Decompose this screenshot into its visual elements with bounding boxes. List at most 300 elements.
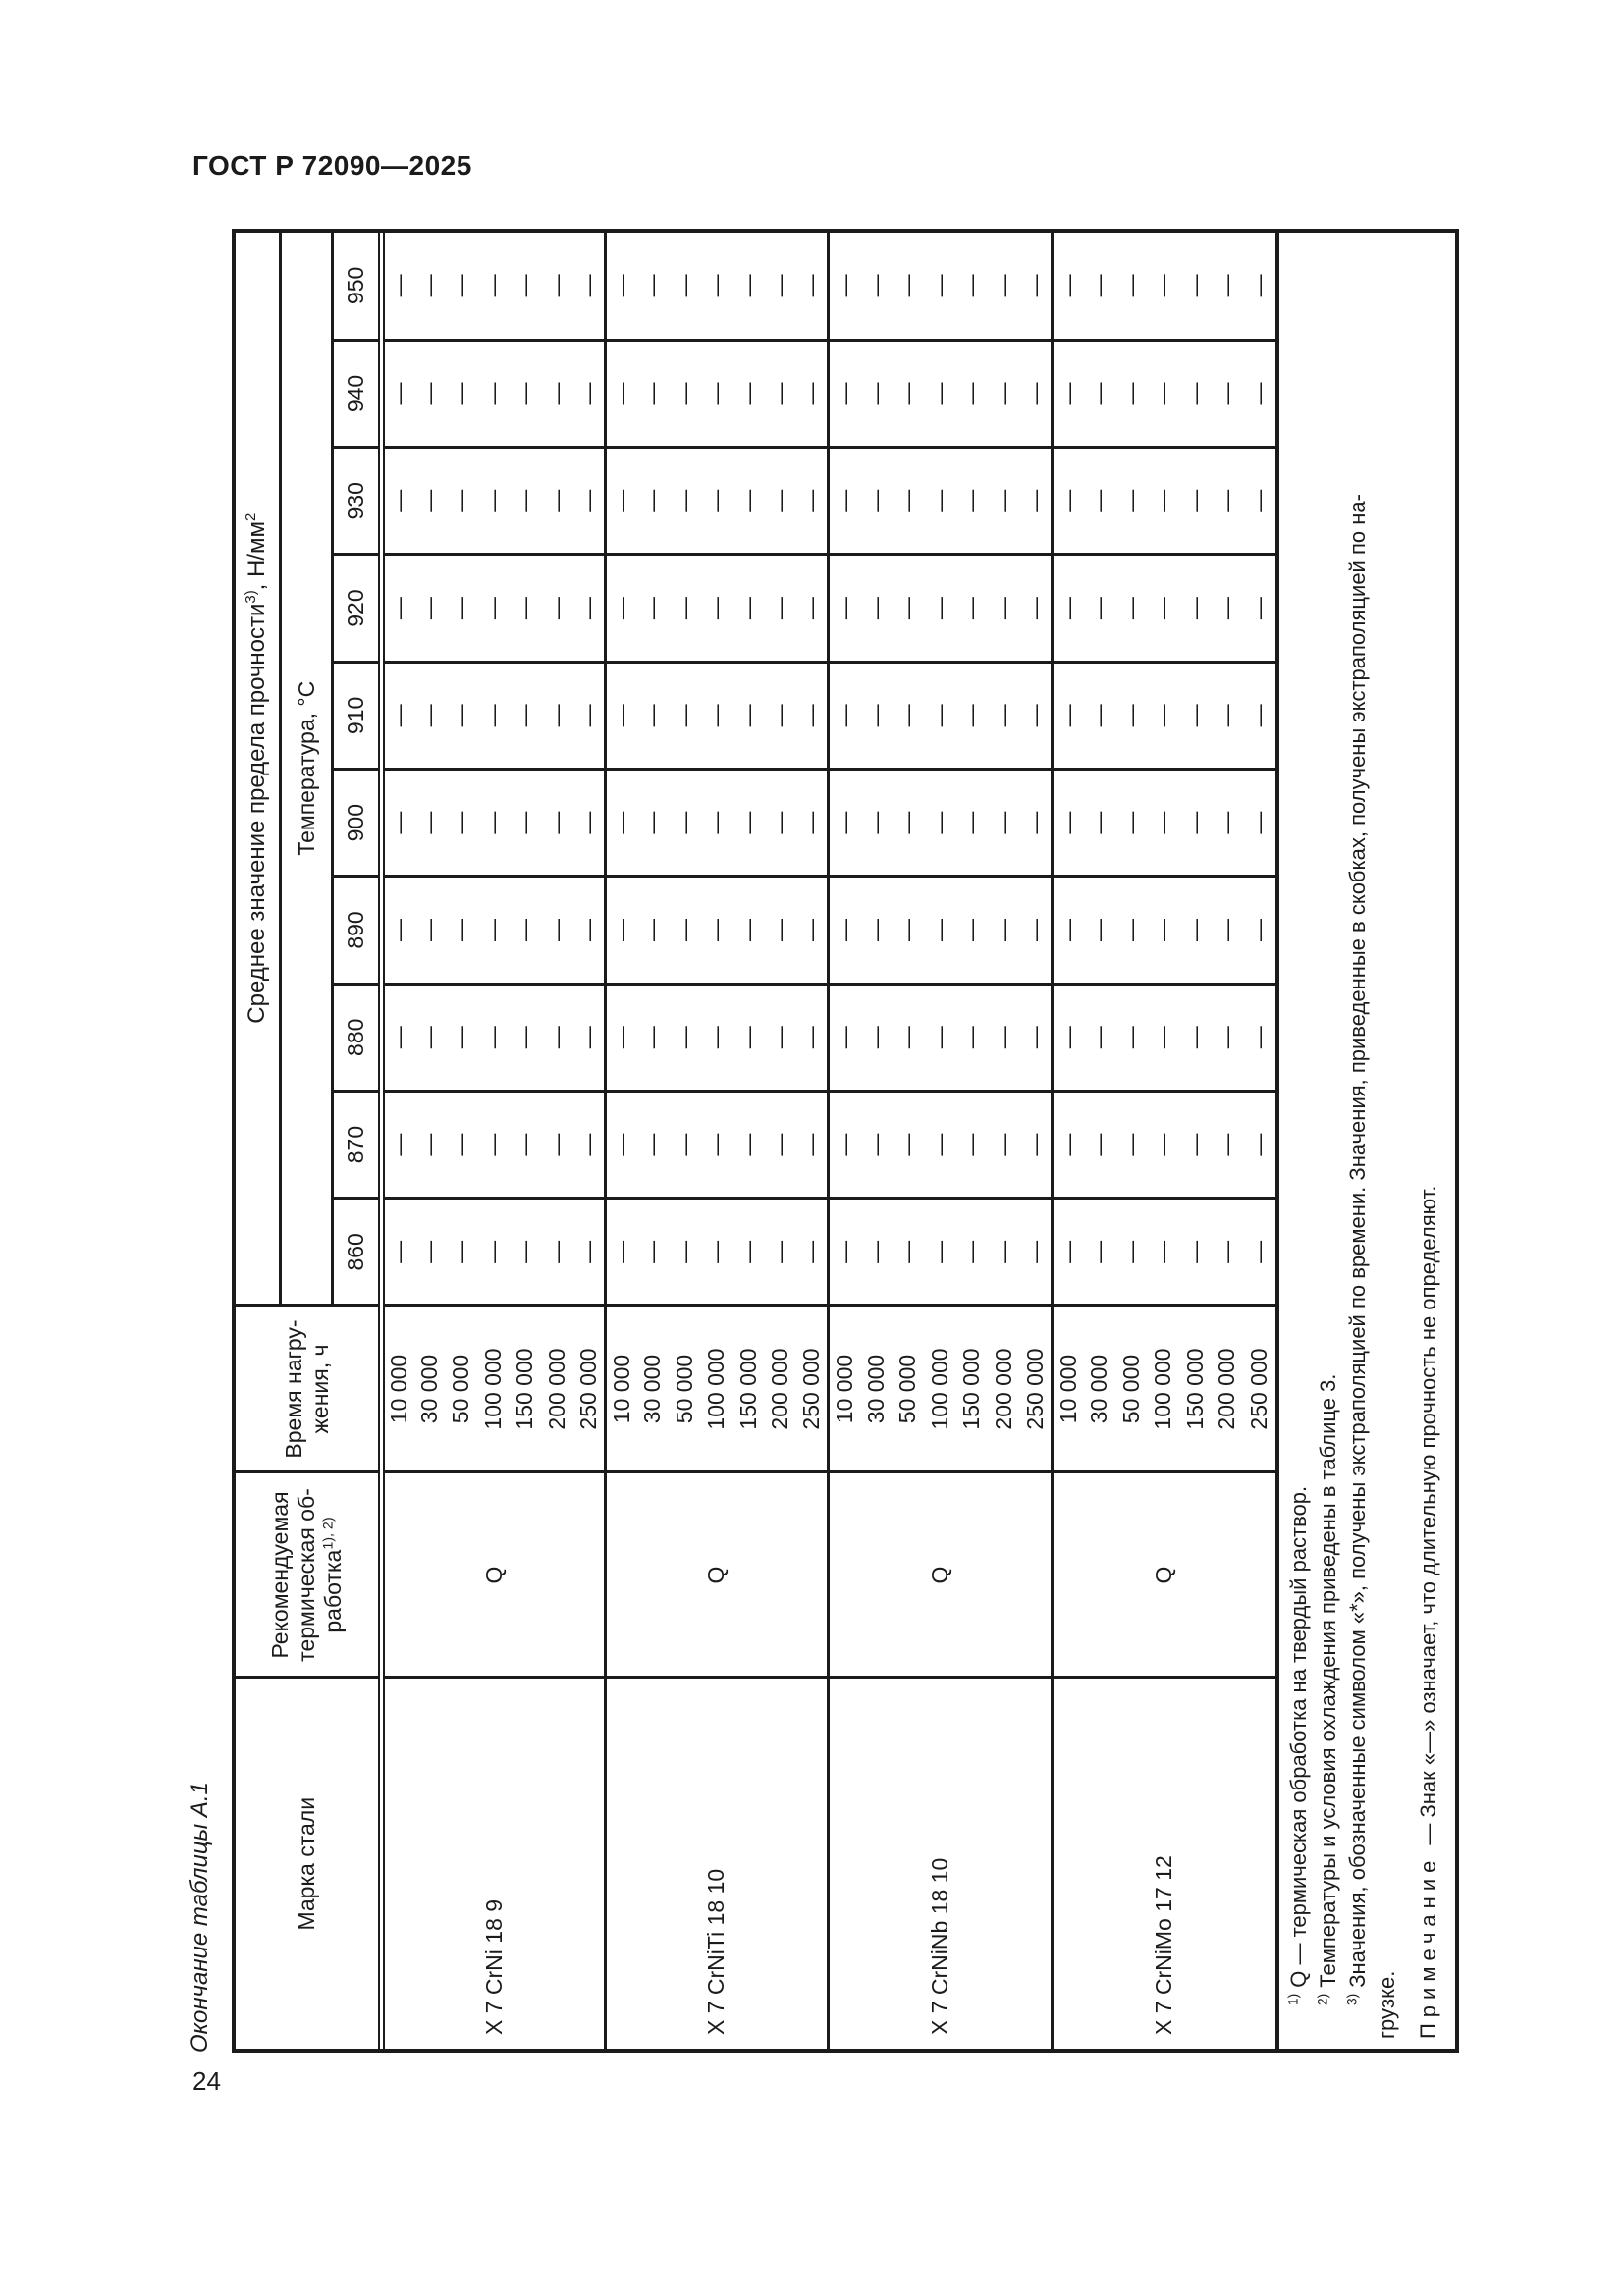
strength-value-cell: — — [1084, 662, 1116, 769]
strength-value-cell: — — [1115, 770, 1148, 877]
strength-value-cell: — — [1115, 1199, 1148, 1306]
strength-value-cell: — — [1020, 340, 1053, 447]
strength-value-cell: — — [637, 233, 670, 340]
load-time-cell: 10 000 — [605, 1306, 637, 1472]
strength-value-cell: — — [413, 340, 446, 447]
strength-value-cell: — — [765, 662, 797, 769]
strength-value-cell: — — [1212, 1091, 1244, 1198]
strength-value-cell: — — [765, 877, 797, 984]
strength-value-cell: — — [860, 1199, 893, 1306]
strength-value-cell: — — [1148, 233, 1180, 340]
load-time-cell: 10 000 — [1052, 1306, 1084, 1472]
strength-value-cell: — — [605, 770, 637, 877]
strength-value-cell: — — [637, 662, 670, 769]
header-superscript: 3) — [244, 590, 260, 604]
load-time-cell: 250 000 — [573, 1306, 606, 1472]
strength-value-cell: — — [382, 770, 414, 877]
strength-value-cell: — — [1052, 1091, 1084, 1198]
strength-value-cell: — — [732, 662, 765, 769]
strength-value-cell: — — [510, 1091, 542, 1198]
strength-value-cell: — — [573, 340, 606, 447]
strength-value-cell: — — [956, 662, 989, 769]
strength-value-cell: — — [796, 662, 829, 769]
strength-value-cell: — — [924, 233, 956, 340]
strength-value-cell: — — [477, 233, 510, 340]
load-time-cell: 150 000 — [732, 1306, 765, 1472]
strength-value-cell: — — [1020, 233, 1053, 340]
strength-value-cell: — — [573, 448, 606, 555]
header-superscript: 1), 2) — [320, 1517, 337, 1550]
strength-value-cell: — — [669, 340, 701, 447]
strength-value-cell: — — [1115, 340, 1148, 447]
strength-value-cell: — — [1212, 984, 1244, 1091]
strength-value-cell: — — [1212, 448, 1244, 555]
strength-value-cell: — — [765, 448, 797, 555]
strength-value-cell: — — [1020, 877, 1053, 984]
strength-value-cell: — — [573, 662, 606, 769]
strength-value-cell: — — [510, 984, 542, 1091]
strength-value-cell: — — [382, 984, 414, 1091]
strength-value-cell: — — [829, 877, 861, 984]
footnote-text: Температуры и условия охлаждения приведены в таблице 3. — [1315, 1373, 1340, 1988]
strength-value-cell: — — [732, 1091, 765, 1198]
load-time-cell: 200 000 — [765, 1306, 797, 1472]
heat-treatment-cell: Q — [382, 1472, 606, 1678]
footnote-marker: 3) — [1344, 1993, 1360, 2005]
strength-value-cell: — — [796, 340, 829, 447]
strength-value-cell: — — [605, 340, 637, 447]
table-header — [236, 233, 382, 2049]
strength-value-cell: — — [573, 233, 606, 340]
temperature-header-cell: 880 — [333, 984, 382, 1091]
load-time-cell: 250 000 — [1020, 1306, 1053, 1472]
strength-value-cell: — — [701, 877, 733, 984]
strength-value-cell: — — [1212, 662, 1244, 769]
strength-value-cell: — — [605, 1199, 637, 1306]
strength-value-cell: — — [765, 233, 797, 340]
page-number: 24 — [192, 2066, 221, 2096]
strength-value-cell: — — [446, 770, 478, 877]
strength-value-cell: — — [382, 662, 414, 769]
strength-value-cell: — — [637, 448, 670, 555]
strength-value-cell: — — [1243, 984, 1275, 1091]
strength-value-cell: — — [796, 877, 829, 984]
strength-value-cell: — — [893, 448, 925, 555]
strength-value-cell: — — [413, 1091, 446, 1198]
temperature-header-cell: 910 — [333, 662, 382, 769]
strength-value-cell: — — [956, 448, 989, 555]
strength-value-cell: — — [732, 984, 765, 1091]
strength-value-cell: — — [446, 877, 478, 984]
temperature-header-cell: 890 — [333, 877, 382, 984]
strength-value-cell: — — [1148, 340, 1180, 447]
strength-value-cell: — — [893, 1091, 925, 1198]
strength-value-cell: — — [956, 877, 989, 984]
load-time-cell: 30 000 — [637, 1306, 670, 1472]
strength-value-cell: — — [924, 448, 956, 555]
strength-value-cell: — — [1115, 555, 1148, 662]
temperature-header-cell: 900 — [333, 770, 382, 877]
document-title: ГОСТ Р 72090—2025 — [192, 150, 472, 181]
strength-value-cell: — — [382, 1091, 414, 1198]
strength-value-cell: — — [956, 555, 989, 662]
strength-value-cell: — — [446, 233, 478, 340]
steel-grade-cell: X 7 CrNiMo 17 12 — [1052, 1678, 1275, 2049]
strength-value-cell: — — [1179, 233, 1212, 340]
strength-value-cell: — — [1179, 984, 1212, 1091]
strength-value-cell: — — [605, 448, 637, 555]
strength-value-cell: — — [477, 877, 510, 984]
strength-value-cell: — — [541, 233, 573, 340]
strength-value-cell: — — [988, 555, 1020, 662]
strength-value-cell: — — [1179, 1091, 1212, 1198]
strength-value-cell: — — [605, 555, 637, 662]
strength-value-cell: — — [382, 448, 414, 555]
strength-value-cell: — — [446, 340, 478, 447]
strength-value-cell: — — [1179, 555, 1212, 662]
note-text: — Знак «—» означает, что длительную прочность не определяют. — [1415, 1185, 1440, 1845]
temperature-header-cell: 940 — [333, 340, 382, 447]
strength-value-cell: — — [669, 770, 701, 877]
load-time-cell: 10 000 — [382, 1306, 414, 1472]
footnote-text: Q — термическая обработка на твердый раствор. — [1285, 1485, 1311, 1988]
header-line: жения, ч — [306, 1344, 333, 1434]
strength-value-cell: — — [1148, 555, 1180, 662]
strength-value-cell: — — [829, 555, 861, 662]
strength-value-cell: — — [477, 555, 510, 662]
strength-value-cell: — — [988, 340, 1020, 447]
table-caption: Окончание таблицы А.1 — [187, 1782, 213, 2053]
footnote-line — [1373, 233, 1402, 2039]
load-time-cell: 200 000 — [541, 1306, 573, 1472]
strength-value-cell: — — [1148, 877, 1180, 984]
table-body — [382, 233, 1275, 2049]
strength-value-cell: — — [893, 877, 925, 984]
strength-value-cell: — — [446, 984, 478, 1091]
strength-value-cell: — — [732, 340, 765, 447]
load-time-cell: 150 000 — [510, 1306, 542, 1472]
strength-value-cell: — — [510, 1199, 542, 1306]
strength-value-cell: — — [829, 1091, 861, 1198]
strength-value-cell: — — [541, 1091, 573, 1198]
strength-value-cell: — — [956, 770, 989, 877]
strength-value-cell: — — [605, 877, 637, 984]
strength-value-cell: — — [1115, 448, 1148, 555]
strength-value-cell: — — [1212, 877, 1244, 984]
strength-value-cell: — — [446, 448, 478, 555]
strength-value-cell: — — [637, 984, 670, 1091]
column-header-load-time — [236, 1306, 382, 1472]
load-time-cell: 50 000 — [893, 1306, 925, 1472]
strength-value-cell: — — [477, 340, 510, 447]
strength-value-cell: — — [796, 1091, 829, 1198]
header-superscript: 2 — [244, 512, 260, 521]
strength-value-cell: — — [860, 340, 893, 447]
strength-value-cell: — — [924, 1091, 956, 1198]
strength-value-cell: — — [701, 662, 733, 769]
strength-value-cell: — — [1148, 448, 1180, 555]
strength-value-cell: — — [924, 984, 956, 1091]
strength-value-cell: — — [1084, 984, 1116, 1091]
strength-value-cell: — — [732, 448, 765, 555]
strength-value-cell: — — [477, 1199, 510, 1306]
strength-value-cell: — — [829, 1199, 861, 1306]
strength-value-cell: — — [860, 877, 893, 984]
strength-value-cell: — — [1052, 984, 1084, 1091]
strength-value-cell: — — [541, 662, 573, 769]
strength-value-cell: — — [860, 555, 893, 662]
load-time-cell: 150 000 — [1179, 1306, 1212, 1472]
load-time-cell: 30 000 — [413, 1306, 446, 1472]
load-time-cell: 30 000 — [860, 1306, 893, 1472]
strength-value-cell: — — [1115, 662, 1148, 769]
strength-value-cell: — — [860, 984, 893, 1091]
footnote-marker: 2) — [1315, 1993, 1330, 2005]
strength-value-cell: — — [669, 555, 701, 662]
strength-value-cell: — — [669, 1091, 701, 1198]
strength-value-cell: — — [477, 662, 510, 769]
strength-value-cell: — — [860, 448, 893, 555]
header-line: Рекомендуемая — [267, 1491, 294, 1659]
temperature-header-cell: 930 — [333, 448, 382, 555]
strength-value-cell: — — [1052, 770, 1084, 877]
load-time-cell: 100 000 — [477, 1306, 510, 1472]
strength-value-cell: — — [1212, 340, 1244, 447]
load-time-cell: 250 000 — [796, 1306, 829, 1472]
strength-value-cell: — — [1148, 1091, 1180, 1198]
strength-value-cell: — — [829, 340, 861, 447]
load-time-cell: 10 000 — [829, 1306, 861, 1472]
strength-value-cell: — — [413, 555, 446, 662]
strength-value-cell: — — [446, 1199, 478, 1306]
strength-value-cell: — — [860, 770, 893, 877]
strength-value-cell: — — [956, 1199, 989, 1306]
strength-value-cell: — — [988, 662, 1020, 769]
strength-value-cell: — — [893, 340, 925, 447]
strength-value-cell: — — [477, 448, 510, 555]
strength-value-cell: — — [765, 340, 797, 447]
strength-value-cell: — — [477, 770, 510, 877]
load-time-cell: 50 000 — [669, 1306, 701, 1472]
load-time-cell: 100 000 — [924, 1306, 956, 1472]
strength-value-cell: — — [573, 555, 606, 662]
load-time-cell: 50 000 — [1115, 1306, 1148, 1472]
strength-value-cell: — — [893, 984, 925, 1091]
strength-value-cell: — — [637, 1091, 670, 1198]
strength-value-cell: — — [893, 555, 925, 662]
strength-value-cell: — — [796, 770, 829, 877]
strength-value-cell: — — [477, 1091, 510, 1198]
strength-value-cell: — — [669, 233, 701, 340]
strength-value-cell: — — [541, 770, 573, 877]
header-line: работка$^{1), 2)}$ — [319, 1517, 346, 1633]
strength-value-cell: — — [893, 1199, 925, 1306]
strength-value-cell: — — [413, 448, 446, 555]
strength-value-cell: — — [605, 984, 637, 1091]
strength-value-cell: — — [1243, 1091, 1275, 1198]
strength-value-cell: — — [605, 233, 637, 340]
strength-value-cell: — — [669, 1199, 701, 1306]
load-time-cell: 50 000 — [446, 1306, 478, 1472]
strength-value-cell: — — [541, 984, 573, 1091]
strength-value-cell: — — [893, 662, 925, 769]
strength-value-cell: — — [988, 448, 1020, 555]
note-line — [1414, 233, 1443, 2039]
strength-value-cell: — — [573, 1199, 606, 1306]
strength-value-cell: — — [1084, 340, 1116, 447]
strength-value-cell: — — [1084, 770, 1116, 877]
strength-value-cell: — — [829, 984, 861, 1091]
strength-value-cell: — — [446, 662, 478, 769]
strength-value-cell: — — [829, 448, 861, 555]
temperature-header-cell: 920 — [333, 555, 382, 662]
strength-value-cell: — — [1212, 1199, 1244, 1306]
strength-value-cell: — — [1179, 877, 1212, 984]
strength-value-cell: — — [1052, 1199, 1084, 1306]
strength-value-cell: — — [1212, 555, 1244, 662]
strength-value-cell: — — [796, 555, 829, 662]
strength-value-cell: — — [1243, 340, 1275, 447]
strength-value-cell: — — [1084, 448, 1116, 555]
strength-value-cell: — — [829, 233, 861, 340]
load-time-cell: 100 000 — [701, 1306, 733, 1472]
strength-value-cell: — — [1179, 340, 1212, 447]
strength-value-cell: — — [541, 1199, 573, 1306]
strength-value-cell: — — [541, 448, 573, 555]
strength-value-cell: — — [1052, 233, 1084, 340]
strength-value-cell: — — [605, 1091, 637, 1198]
strength-value-cell: — — [765, 1091, 797, 1198]
footnote-text: грузке. — [1374, 1970, 1399, 2039]
strength-value-cell: — — [1115, 877, 1148, 984]
strength-value-cell: — — [1212, 233, 1244, 340]
strength-value-cell: — — [1084, 1091, 1116, 1198]
strength-value-cell: — — [701, 340, 733, 447]
strength-value-cell: — — [446, 1091, 478, 1198]
table-frame — [232, 229, 1459, 2053]
footnote-line — [1314, 233, 1343, 2039]
strength-value-cell: — — [446, 555, 478, 662]
strength-value-cell: — — [1115, 1091, 1148, 1198]
strength-value-cell: — — [1020, 770, 1053, 877]
strength-value-cell: — — [541, 877, 573, 984]
footnote-marker: 1) — [1285, 1993, 1301, 2005]
strength-value-cell: — — [413, 770, 446, 877]
strength-value-cell: — — [669, 877, 701, 984]
strength-value-cell: — — [956, 340, 989, 447]
strength-value-cell: — — [413, 662, 446, 769]
load-time-cell: 200 000 — [988, 1306, 1020, 1472]
strength-value-cell: — — [732, 233, 765, 340]
heat-treatment-cell: Q — [829, 1472, 1053, 1678]
steel-grade-cell: X 7 CrNi 18 9 — [480, 1898, 507, 2035]
strength-value-cell: — — [1243, 1199, 1275, 1306]
strength-value-cell: — — [510, 555, 542, 662]
strength-value-cell: — — [510, 233, 542, 340]
strength-value-cell: — — [1179, 770, 1212, 877]
temperature-header-cell: 860 — [333, 1199, 382, 1306]
strength-value-cell: — — [637, 770, 670, 877]
strength-value-cell: — — [956, 1091, 989, 1198]
strength-value-cell: — — [893, 770, 925, 877]
column-header-heat-treatment — [236, 1472, 382, 1678]
strength-value-cell: — — [956, 984, 989, 1091]
strength-value-cell: — — [1020, 1199, 1053, 1306]
strength-value-cell: — — [573, 984, 606, 1091]
strength-value-cell: — — [1148, 1199, 1180, 1306]
strength-value-cell: — — [1052, 662, 1084, 769]
strength-value-cell: — — [701, 984, 733, 1091]
column-header-strength: Среднее значение предела прочности$^{3)}$, $Н/мм^2$ — [236, 233, 281, 1306]
strength-value-cell: — — [701, 233, 733, 340]
strength-value-cell: — — [1212, 770, 1244, 877]
strength-value-cell: — — [573, 877, 606, 984]
strength-value-cell: — — [860, 662, 893, 769]
strength-value-cell: — — [541, 555, 573, 662]
strength-value-cell: — — [1243, 555, 1275, 662]
temperature-header-cell: 870 — [333, 1091, 382, 1198]
table-row — [829, 233, 861, 2049]
strength-value-cell: — — [541, 340, 573, 447]
strength-value-cell: — — [1084, 1199, 1116, 1306]
strength-value-cell: — — [1020, 662, 1053, 769]
strength-value-cell: — — [988, 770, 1020, 877]
strength-value-cell: — — [924, 662, 956, 769]
strength-value-cell: — — [573, 1091, 606, 1198]
strength-value-cell: — — [637, 1199, 670, 1306]
strength-value-cell: — — [1020, 1091, 1053, 1198]
strength-value-cell: — — [1148, 662, 1180, 769]
strength-value-cell: — — [669, 448, 701, 555]
strength-value-cell: — — [1020, 448, 1053, 555]
column-header-temperature: Температура, °С — [281, 233, 333, 1306]
strength-value-cell: — — [765, 770, 797, 877]
strength-value-cell: — — [413, 984, 446, 1091]
strength-value-cell: — — [732, 1199, 765, 1306]
strength-value-cell: — — [1052, 340, 1084, 447]
strength-value-cell: — — [1148, 984, 1180, 1091]
table-row — [1052, 233, 1084, 2049]
strength-value-cell: — — [1179, 1199, 1212, 1306]
strength-value-cell: — — [413, 877, 446, 984]
strength-value-cell: — — [796, 448, 829, 555]
strength-value-cell: — — [1243, 233, 1275, 340]
strength-value-cell: — — [637, 877, 670, 984]
strength-value-cell: — — [860, 1091, 893, 1198]
strength-value-cell: — — [637, 340, 670, 447]
strength-value-cell: — — [988, 1199, 1020, 1306]
data-table — [236, 233, 1275, 2049]
strength-value-cell: — — [1243, 770, 1275, 877]
strength-value-cell: — — [924, 340, 956, 447]
strength-value-cell: — — [765, 1199, 797, 1306]
strength-value-cell: — — [924, 877, 956, 984]
header-line: термическая об- — [294, 1488, 320, 1662]
strength-value-cell: — — [1052, 877, 1084, 984]
strength-value-cell: — — [477, 984, 510, 1091]
strength-value-cell: — — [1243, 662, 1275, 769]
strength-value-cell: — — [893, 233, 925, 340]
strength-value-cell: — — [1179, 448, 1212, 555]
strength-value-cell: — — [765, 984, 797, 1091]
strength-value-cell: — — [796, 1199, 829, 1306]
strength-value-cell: — — [732, 770, 765, 877]
steel-grade-cell: X 7 CrNiNb 18 10 — [829, 1678, 1053, 2049]
strength-value-cell: — — [510, 877, 542, 984]
strength-value-cell: — — [1179, 662, 1212, 769]
footnote-line — [1284, 233, 1314, 2039]
strength-value-cell: — — [669, 662, 701, 769]
